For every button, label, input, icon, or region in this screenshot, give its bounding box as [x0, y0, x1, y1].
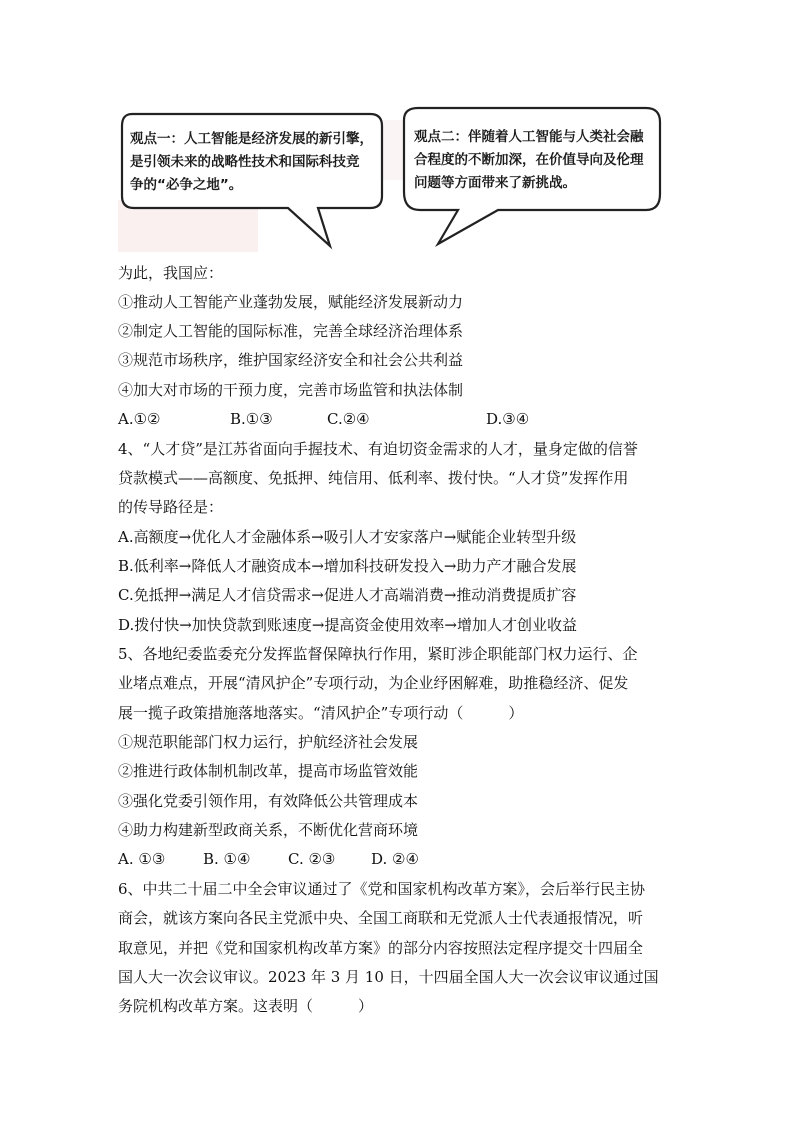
q6-stem-line-2: 商会，就该方案向各民主党派中央、全国工商联和无党派人士代表通报情况，听 [118, 909, 644, 927]
q4-option-a: A.高额度→优化人才金融体系→吸引人才安家落户→赋能企业转型升级 [118, 528, 577, 546]
q5-option-c: C. ②③ [288, 850, 336, 868]
q5-option-a: A. ①③ [118, 850, 166, 868]
q4-stem-line-3: 的传导路径是： [118, 498, 224, 516]
q3-option-c: C.②④ [327, 410, 370, 428]
q3-item-1: ①推动人工智能产业蓬勃发展，赋能经济发展新动力 [118, 293, 464, 311]
q4-option-d: D.拨付快→加快贷款到账速度→提高资金使用效率→增加人才创业收益 [118, 616, 577, 634]
q5-item-2: ②推进行政体制机制改革，提高市场监管效能 [118, 762, 419, 780]
q6-stem-line-1: 6、中共二十届二中全会审议通过了《党和国家机构改革方案》，会后举行民主协 [118, 880, 646, 898]
q3-item-2: ②制定人工智能的国际标准，完善全球经济治理体系 [118, 322, 464, 340]
q5-stem-line-3: 展一揽子政策措施落地落实。“清风护企”专项行动（ ） [118, 704, 524, 722]
q5-option-b: B. ①④ [203, 850, 251, 868]
q4-option-b: B.低利率→降低人才融资成本→增加科技研发投入→助力产才融合发展 [118, 557, 577, 575]
q3-option-d: D.③④ [486, 410, 530, 428]
q3-option-b: B.①③ [230, 410, 273, 428]
viewpoint-figure [118, 100, 664, 252]
viewpoint-one-text: 观点一：人工智能是经济发展的新引擎， 是引领未来的战略性技术和国际科技竞 争的“必争之地”。 [130, 131, 373, 193]
q3-item-3: ③规范市场秩序，维护国家经济安全和社会公共利益 [118, 351, 464, 369]
q5-stem-line-1: 5、各地纪委监委充分发挥监督保障执行作用，紧盯涉企职能部门权力运行、企 [118, 645, 638, 663]
q5-item-1: ①规范职能部门权力运行，护航经济社会发展 [118, 733, 419, 751]
q6-stem-line-4: 国人大一次会议审议。2023 年 3 月 10 日，十四届全国人大一次会议审议通过国 [118, 968, 659, 986]
q3-item-4: ④加大对市场的干预力度，完善市场监管和执法体制 [118, 381, 464, 399]
q3-option-a: A.①② [118, 410, 161, 428]
q5-item-4: ④助力构建新型政商关系，不断优化营商环境 [118, 821, 419, 839]
viewpoint-two-text: 观点二：伴随着人工智能与人类社会融 合程度的不断加深，在价值导向及伦理 问题等方面带来了新挑战。 [414, 129, 644, 191]
q6-stem-line-5: 务院机构改革方案。这表明（ ） [118, 997, 374, 1015]
q4-option-c: C.免抵押→满足人才信贷需求→促进人才高端消费→推动消费提质扩容 [118, 586, 577, 604]
q5-option-d: D. ②④ [371, 850, 419, 868]
q4-stem-line-1: 4、“人才贷”是江苏省面向手握技术、有迫切资金需求的人才，量身定做的信誉 [118, 440, 638, 458]
q4-stem-line-2: 贷款模式——高额度、免抵押、纯信用、低利率、拨付快。“人才贷”发挥作用 [118, 469, 629, 487]
q5-stem-line-2: 业堵点难点，开展“清风护企”专项行动，为企业纾困解难，助推稳经济、促发 [118, 674, 629, 692]
q3-lead: 为此，我国应： [118, 264, 224, 282]
q5-item-3: ③强化党委引领作用，有效降低公共管理成本 [118, 792, 419, 810]
q6-stem-line-3: 取意见，并把《党和国家机构改革方案》的部分内容按照法定程序提交十四届全 [118, 939, 644, 957]
